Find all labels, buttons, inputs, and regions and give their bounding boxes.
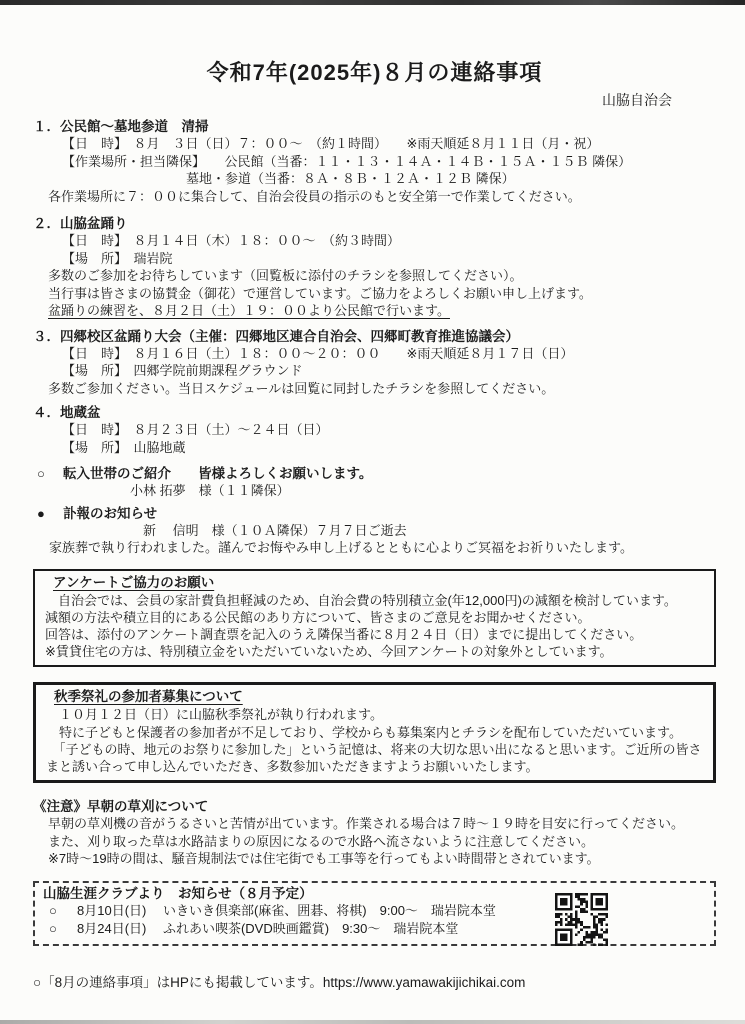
- scan-artifact-bottom: [0, 1020, 745, 1024]
- section-line: 【場 所】 瑞岩院: [62, 250, 173, 266]
- section-heading: ４．地蔵盆: [33, 405, 101, 420]
- section-heading: １．公民館～墓地参道 清掃: [33, 119, 209, 134]
- footer-note: [33, 971, 716, 991]
- notice-obituary: [33, 505, 716, 557]
- autumn-festival-box: [33, 682, 716, 783]
- document-body: [33, 56, 716, 991]
- box-line: 自治会では、会員の家計費負担軽減のため、自治会費の特別積立金(年12,000円)の減額を検討しています。: [45, 592, 677, 608]
- survey-request-box: [33, 569, 716, 668]
- notice-new-resident: [33, 465, 716, 500]
- box-line: 特に子どもと保護者の参加者が不足しており、学校からも募集案内とチラシを配布していただいています。: [46, 724, 682, 740]
- section-line: 【作業場所・担当隣保】 公民館（当番：１１・１３・１４Ａ・１４Ｂ・１５Ａ・１５Ｂ 隣保）: [62, 153, 632, 169]
- section-line: 【場 所】 山脇地蔵: [62, 439, 186, 455]
- qr-code: [555, 893, 608, 946]
- caution-line: ※7時～19時の間は、騒音規制法では住宅街でも工事等を行ってもよい時間帯とされています。: [48, 851, 600, 867]
- lifelong-club-box: [33, 881, 716, 946]
- box-line: １０月１２日（日）に山脇秋季祭礼が執り行われます。: [46, 707, 383, 723]
- box-line: まと誘い合って申し込んでいただき、多数参加いただきますようお願いいたします。: [46, 758, 539, 774]
- open-circle-bullet: ○: [49, 920, 57, 936]
- caution-line: また、刈り取った草は水路詰まりの原因になるので水路へ流さないように注意してください。: [48, 833, 595, 849]
- caution-heading: 《注意》早朝の草刈について: [33, 799, 209, 815]
- attribution: 山脇自治会: [602, 92, 672, 108]
- notice-heading: 訃報のお知らせ: [63, 505, 158, 521]
- section-line: 多数のご参加をお待ちしています（回覧板に添付のチラシを参照してください）。: [48, 268, 523, 283]
- notice-line: 家族葬で執り行われました。謹んでお悔やみ申し上げるとともに心よりご冥福をお祈りいたします。: [49, 540, 633, 555]
- section-line: 当行事は皆さまの協賛金（御花）で運営しています。ご協力をよろしくお願い申し上げます。: [48, 285, 592, 301]
- open-circle-bullet: ○: [37, 466, 45, 481]
- section-district-bon-dance: [33, 328, 716, 398]
- box-line: ※賃貸住宅の方は、特別積立金をいただいていないため、今回アンケートの対象外としています。: [45, 644, 613, 660]
- section-line: 【日 時】 ８月 ３日（日）７：００～ （約１時間） ※雨天順延８月１１日（月・祝）: [62, 136, 600, 151]
- notice-line: 小林 拓夢 様（１１隣保）: [130, 483, 290, 498]
- club-event-text: 8月24日(日) ふれあい喫茶(DVD映画鑑賞) 9:30～ 瑞岩院本堂: [77, 920, 459, 936]
- footer-text: ○「8月の連絡事項」はHPにも掲載しています。: [33, 974, 323, 990]
- section-line: 多数ご参加ください。当日スケジュールは回覧に同封したチラシを参照してください。: [48, 380, 555, 396]
- scan-artifact-top: [0, 0, 745, 5]
- survey-box-title: アンケートご協力のお願い: [53, 574, 215, 590]
- section-line: 【日 時】 ８月１４日（木）１８：００～ （約３時間）: [62, 233, 401, 248]
- section-line: 【場 所】 四郷学院前期課程グラウンド: [62, 363, 303, 378]
- club-event-text: 8月10日(日) いきいき倶楽部(麻雀、囲碁、将棋) 9:00～ 瑞岩院本堂: [77, 902, 496, 918]
- festival-box-title: 秋季祭礼の参加者募集について: [54, 689, 243, 705]
- caution-mowing-note: [33, 798, 716, 868]
- section-bon-dance: [33, 215, 716, 320]
- page-title: 令和7年(2025年)８月の連絡事項: [206, 60, 543, 85]
- box-line: 減額の方法や積立目的にある公民館のあり方について、皆さまのご意見をお聞かせください。: [45, 609, 591, 625]
- club-box-heading: 山脇生涯クラブより お知らせ（８月予定）: [43, 885, 313, 901]
- section-jizo-bon: [33, 404, 716, 456]
- box-line: 回答は、添付のアンケート調査票を記入のうえ隣保当番に８月２４日（日）までに提出してください。: [45, 626, 643, 642]
- open-circle-bullet: ○: [49, 902, 57, 918]
- section-line: 【日 時】 ８月２３日（土）～２４日（日）: [62, 422, 329, 437]
- section-line-underlined: 盆踊りの練習を、８月２日（土）１９：００より公民館で行います。: [48, 303, 450, 318]
- section-heading: ２．山脇盆踊り: [33, 216, 128, 231]
- box-line: 「子どもの時、地元のお祭りに参加した」という記憶は、将来の大切な思い出になると思います。ご近所の皆さ: [46, 741, 702, 757]
- notice-line: 新 信明 様（１０Ａ隣保）７月７日ご逝去: [143, 522, 407, 538]
- caution-line: 早朝の草刈機の音がうるさいと苦情が出ています。作業される場合は７時～１９時を目安に行ってください。: [48, 816, 684, 832]
- section-line: 各作業場所に７：００に集合して、自治会役員の指示のもと安全第一で作業してください。: [48, 188, 581, 204]
- section-line: 【日 時】 ８月１６日（土）１８：００～２０：００ ※雨天順延８月１７日（日）: [62, 345, 574, 361]
- notice-heading: 転入世帯のご紹介 皆様よろしくお願いします。: [63, 466, 373, 481]
- homepage-url: https://www.yamawakijichikai.com: [322, 974, 526, 990]
- filled-circle-bullet: ●: [37, 505, 45, 521]
- section-heading: ３．四郷校区盆踊り大会（主催：四郷地区連合自治会、四郷町教育推進協議会）: [33, 328, 519, 344]
- section-cleanup: [33, 118, 716, 205]
- section-line: 墓地・参道（当番：８Ａ・８Ｂ・１２Ａ・１２Ｂ 隣保）: [186, 171, 515, 186]
